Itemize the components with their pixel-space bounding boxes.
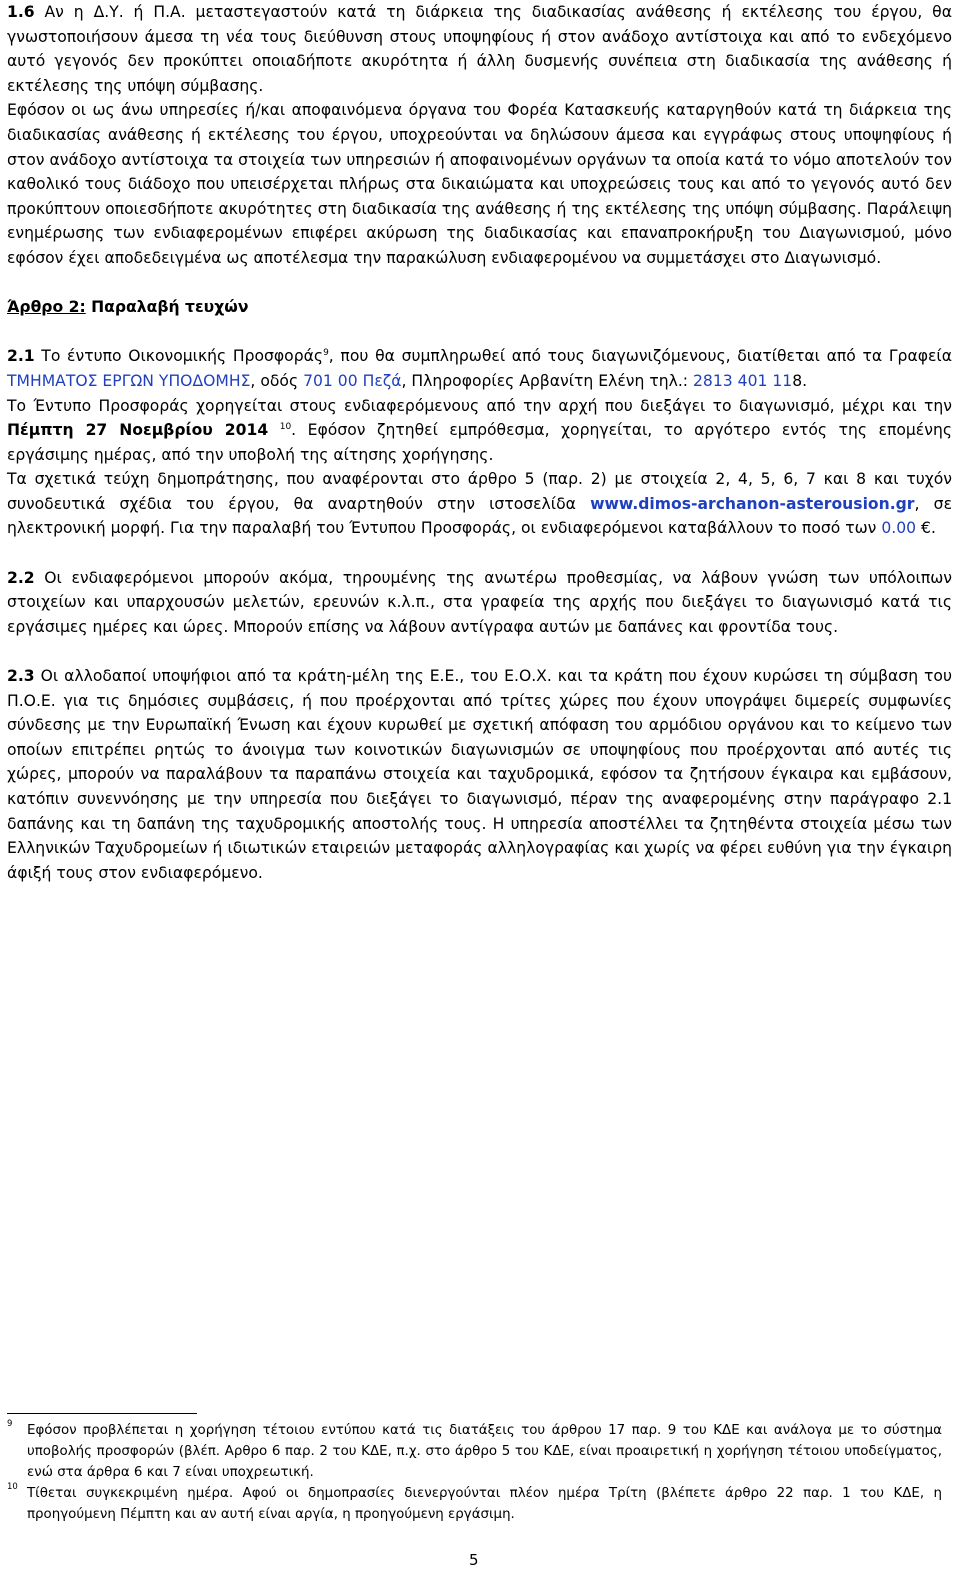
paragraph-2-1-availability: Το Έντυπο Προσφοράς χορηγείται στους ενδιαφερόμενους από την αρχή που διεξάγει το διαγωνισμό, μέχρι και την Πέμπτη 27 Νοεμβρίου 2014 $^{10}$. Εφόσον ζητηθεί εμπρόθεσμα, χορηγείται, το αργότερο εντός της επομένης εργάσιμης ημέρας, από την υποβολή της αίτησης χορήγησης. [7, 396, 952, 464]
paragraph-2-1-documents: Τα σχετικά τεύχη δημοπράτησης, που αναφέρονται στο άρθρο 5 (παρ. 2) με στοιχεία 2, 4, 5, 6, 7 και 8 και τυχόν συνοδευτικά σχέδια του έργου, θα αναρτηθούν στην ιστοσελίδα www.dimos-archanon-asterousion.gr, σε ηλεκτρονική μορφή. Για την παραλαβή του Έντυπου Προσφοράς, οι ενδιαφερόμενοι καταβάλλουν το ποσό των 0.00 €. [7, 470, 952, 538]
paragraph-text: Αν η Δ.Υ. ή Π.Α. μεταστεγαστούν κατά τη διάρκεια της διαδικασίας ανάθεσης ή εκτέλεσης του έργου, θα γνωστοποιήσουν άμεσα τη νέα τους διεύθυνση στους υποψηφίους ή στον ανάδοχο αντίστοιχα και από το ενδεχόμενο αυτό γεγονός δεν προκύπτει οποιαδήποτε ακυρότητα ή άλλη δυσμενής συνέπεια στη διαδικασία της ανάθεσης ή εκτέλεσης της υπόψη σύμβασης. [7, 3, 952, 95]
paragraph-text: Οι ενδιαφερόμενοι μπορούν ακόμα, τηρουμένης της ανωτέρω προθεσμίας, να λάβουν γνώση των υπόλοιπων στοιχείων και υπαρχουσών μελετών, ερευνών κ.λ.π., στα γραφεία της αρχής που διεξάγει το διαγωνισμό κατά τις εργάσιμες ημέρες και ώρες. Μπορούν επίσης να λάβουν αντίγραφα αυτών με δαπάνες και φροντίδα τους. [7, 568, 952, 636]
footnote-ref-9[interactable]: 9 [323, 348, 329, 359]
document-body [7, 0, 952, 885]
phone-number: 2813 401 11 [693, 371, 793, 390]
footnote-9 [7, 1420, 942, 1483]
paragraph-number: 2.3 [7, 667, 35, 686]
page-number: 5 [469, 1551, 479, 1569]
paragraph-number: 2.2 [7, 568, 35, 587]
footnote-separator [7, 1413, 197, 1414]
article-label: Άρθρο 2: [7, 298, 86, 317]
office-name: ΤΜΗΜΑΤΟΣ ΕΡΓΩΝ ΥΠΟΔΟΜΗΣ [7, 371, 251, 390]
fee-amount: 0.00 [881, 519, 917, 538]
paragraph-1-6 [7, 0, 952, 98]
deadline-date: Πέμπτη 27 Νοεμβρίου 2014 [7, 421, 269, 440]
article-title: Παραλαβή τευχών [85, 298, 249, 317]
footnote-ref-10[interactable]: 10 [279, 421, 292, 432]
footnotes [7, 1420, 942, 1525]
article-heading [7, 295, 952, 320]
paragraph-2-2 [7, 566, 952, 640]
footnote-10 [7, 1483, 942, 1525]
paragraph-2-1: 2.1 Το έντυπο Οικονομικής Προσφοράς$^9$, που θα συμπληρωθεί από τους διαγωνιζόμενους, διατίθεται από τα Γραφεία ΤΜΗΜΑΤΟΣ ΕΡΓΩΝ ΥΠΟΔΟΜΗΣ, οδός 701 00 Πεζά, Πληροφορίες Αρβανίτη Ελένη τηλ.: 2813 401 118. [7, 347, 952, 390]
footnote-number: 9 [7, 1419, 13, 1429]
paragraph-text: Οι αλλοδαποί υποψήφιοι από τα κράτη-μέλη της Ε.Ε., του Ε.Ο.Χ. και τα κράτη που έχουν κυρώσει τη σύμβαση του Π.Ο.Ε. για τις δημόσιες συμβάσεις, ή που προέρχονται από τρίτες χώρες που έχουν υπογράψει διμερείς συμφωνίες σύνδεσης με την Ευρωπαϊκή Ένωση και έχουν κυρωθεί με σχετική απόφαση του αρμόδιου οργάνου και το κείμενο των οποίων επιτρέπει ρητώς το άνοιγμα των κοινοτικών διαγωνισμών σε υποψηφίους που προέρχονται από αυτές τις χώρες, μπορούν να παραλάβουν τα παραπάνω στοιχεία και ταχυδρομικά, εφόσον τα ζητήσουν έγκαιρα και εμβάσουν, κατόπιν συνεννόησης με την υπηρεσία που διεξάγει το διαγωνισμό, πέραν της αναφερομένης στην παράγραφο 2.1 δαπάνης και τη δαπάνη της ταχυδρομικής αποστολής τους. Η υπηρεσία αποστέλλει τα ζητηθέντα στοιχεία μέσω των Ελληνικών Ταχυδρομείων ή ιδιωτικών εταιρειών μεταφοράς αλληλογραφίας και χωρίς να φέρει ευθύνη για την έγκαιρη άφιξή τους στον ενδιαφερόμενο. [7, 667, 952, 882]
footnote-text: Εφόσον προβλέπεται η χορήγηση τέτοιου εντύπου κατά τις διατάξεις του άρθρου 17 παρ. 9 του ΚΔΕ και ανάλογα με το σύστημα υποβολής προσφορών (βλέπ. Αρθρο 6 παρ. 2 του ΚΔΕ, π.χ. στο άρθρο 5 του ΚΔΕ, είναι προαιρετική η χορήγηση τέτοιου υποδείγματος, ενώ στα άρθρα 6 και 7 είναι υποχρεωτική. [27, 1423, 942, 1480]
paragraph-1-6-continued: Εφόσον οι ως άνω υπηρεσίες ή/και αποφαινόμενα όργανα του Φορέα Κατασκευής καταργηθούν κατά τη διάρκεια της διαδικασίας ανάθεσης ή εκτέλεσης του έργου, υποχρεούνται να δηλώσουν άμεσα και εγγράφως στους υποψηφίους ή στον ανάδοχο αντίστοιχα τα στοιχεία των υπηρεσιών ή αποφαινομένων οργάνων τα οποία κατά το νόμο αποτελούν τον καθολικό τους διάδοχο που υπεισέρχεται πλήρως στα δικαιώματα και υποχρεώσεις τους και από το γεγονός αυτό δεν προκύπτουν οποιεσδήποτε ακυρότητες στη διαδικασία της ανάθεσης ή της εκτέλεσης της υπόψη σύμβασης. Παράλειψη ενημέρωσης των ενδιαφερομένων επιφέρει ακύρωση της διαδικασίας και επαναπροκήρυξη του Διαγωνισμού, μόνο εφόσον έχει αποδεδειγμένα ως αποτέλεσμα την παρακώλυση ενδιαφερομένου να συμμετάσχει στο Διαγωνισμό. [7, 101, 952, 267]
paragraph-number: 2.1 [7, 347, 35, 366]
website-link[interactable]: www.dimos-archanon-asterousion.gr [590, 494, 915, 513]
paragraph-2-3 [7, 664, 952, 885]
footnote-text: Τίθεται συγκεκριμένη ημέρα. Αφού οι δημοπρασίες διενεργούνται πλέον ημέρα Τρίτη (βλέπετε άρθρο 22 παρ. 1 του ΚΔΕ, η προηγούμενη Πέμπτη και αν αυτή είναι αργία, η προηγούμενη εργάσιμη. [27, 1486, 942, 1522]
paragraph-number: 1.6 [7, 3, 35, 21]
postal-code: 701 00 Πεζά [303, 371, 402, 390]
footnote-number: 10 [7, 1482, 18, 1492]
